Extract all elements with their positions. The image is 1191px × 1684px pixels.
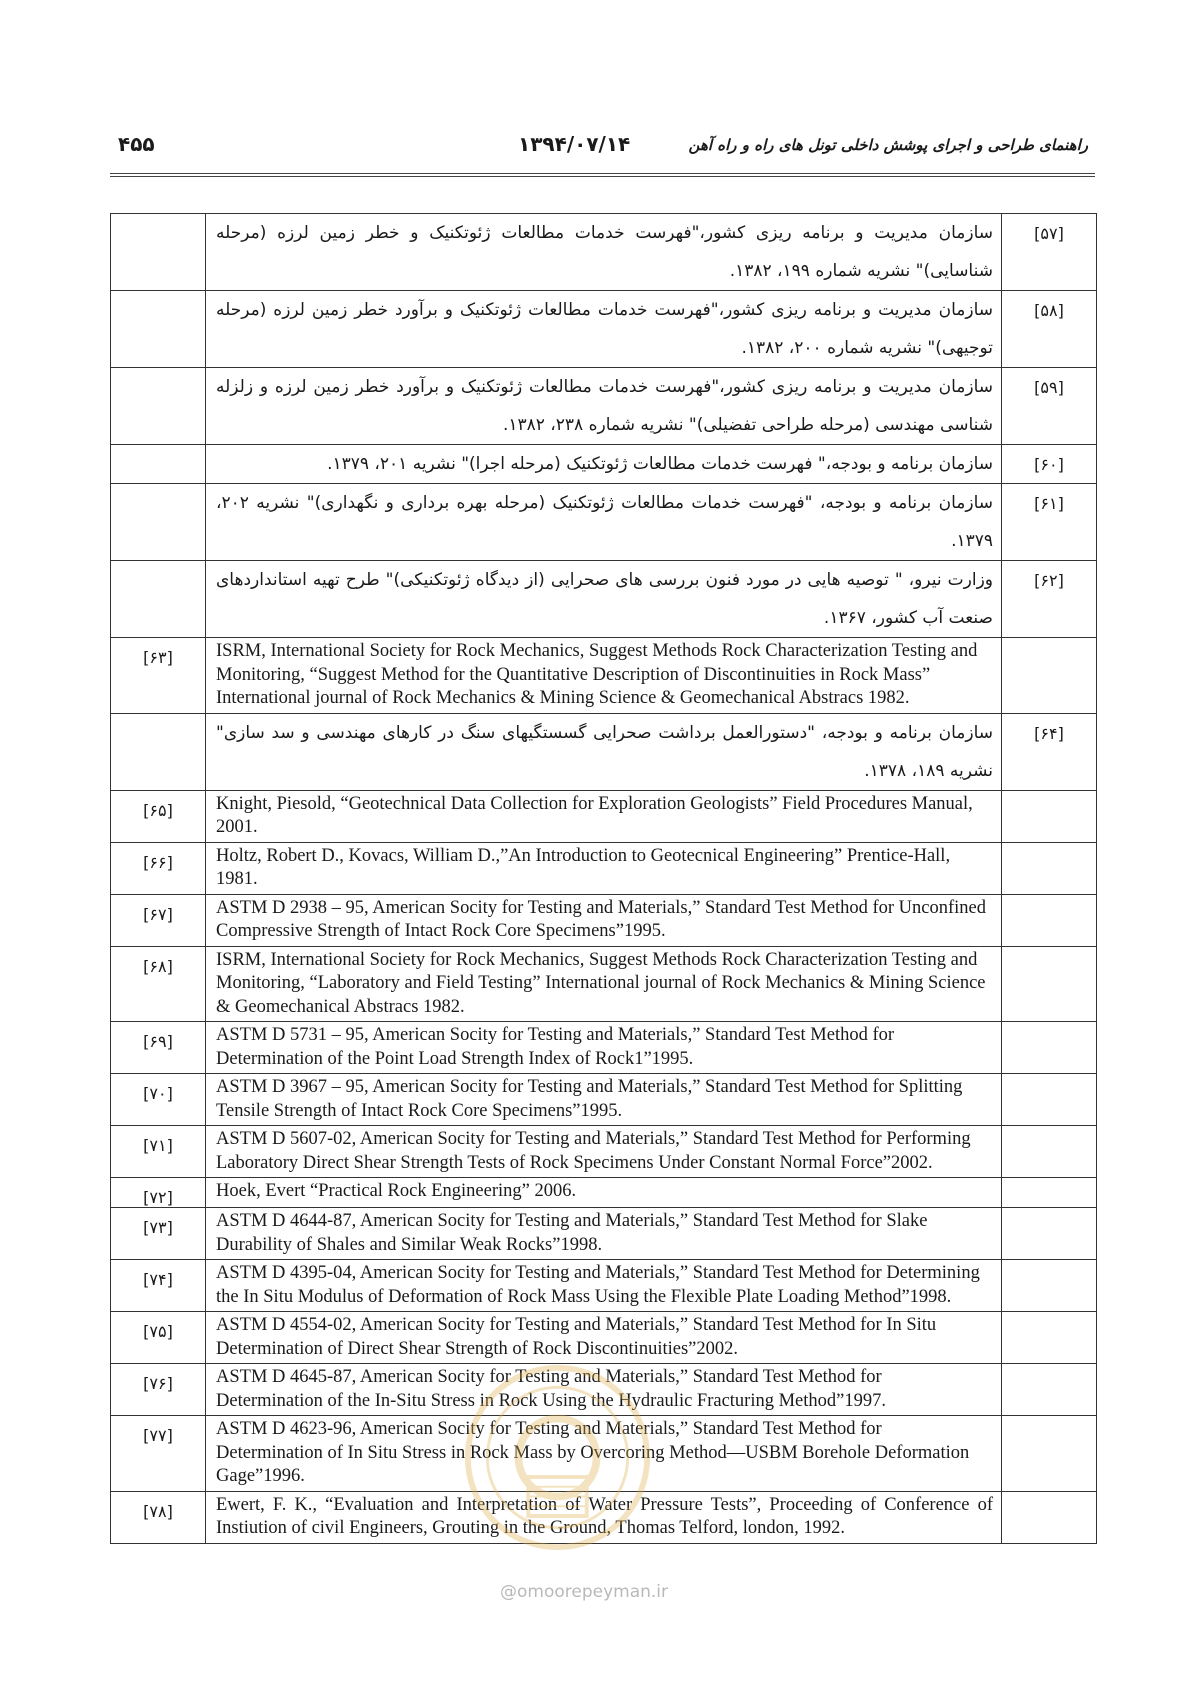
reference-text: ASTM D 4645-87, American Socity for Testing and Materials,” Standard Test Method for Determination of the In-Situ Stress in Rock Using the Hydraulic Fracturing Method”1997. [216, 1367, 886, 1411]
reference-number: [۶۵] [143, 800, 173, 820]
page-header [118, 132, 1088, 166]
reference-text: ASTM D 4623-96, American Socity for Testing and Materials,” Standard Test Method for Determination of In Situ Stress in Rock Mass by Overcoring Method—USBM Borehole Deformation Gage”1996. [216, 1419, 970, 1486]
reference-number-right-cell [1002, 291, 1097, 368]
reference-number: [۶۷] [143, 904, 173, 924]
reference-number-right-cell [1002, 484, 1097, 561]
reference-number-left-cell [111, 1491, 206, 1543]
reference-number: [۶۳] [143, 648, 173, 667]
reference-text: سازمان برنامه و بودجه، "فهرست خدمات مطالعات ژئوتکنیک (مرحله بهره برداری و نگهداری)" نشریه ۲۰۲، ۱۳۷۹. [216, 493, 993, 551]
reference-row [111, 638, 1097, 714]
reference-text-cell [206, 790, 1002, 842]
header-date: ۱۳۹۴/۰۷/۱۴ [518, 132, 631, 156]
watermark-text: @omoorepeyman.ir [500, 1582, 669, 1602]
reference-number-right-cell [1002, 561, 1097, 638]
reference-number: [۶۹] [143, 1032, 173, 1051]
reference-row [111, 790, 1097, 842]
reference-row [111, 445, 1097, 484]
reference-text-cell [206, 291, 1002, 368]
reference-number: [۷۷] [143, 1426, 173, 1445]
reference-number: [۷۵] [143, 1322, 173, 1341]
reference-number: [۶۱] [1034, 494, 1064, 513]
header-divider [110, 173, 1095, 177]
reference-text-cell [206, 1208, 1002, 1260]
reference-number-right-cell [1002, 638, 1097, 714]
reference-number-right-cell [1002, 1312, 1097, 1364]
reference-number-right-cell [1002, 946, 1097, 1022]
reference-number-right-cell [1002, 1208, 1097, 1260]
reference-text: سازمان مدیریت و برنامه ریزی کشور،"فهرست خدمات مطالعات ژئوتکنیک و برآورد خطر زمین لرزه (مرحله توجیهی)" نشریه شماره ۲۰۰، ۱۳۸۲. [216, 300, 993, 358]
reference-number-left-cell [111, 214, 206, 291]
reference-number: [۷۶] [143, 1374, 173, 1393]
reference-number: [۵۸] [1034, 301, 1064, 320]
reference-text-cell [206, 1312, 1002, 1364]
reference-number-right-cell [1002, 713, 1097, 790]
reference-number: [۷۳] [143, 1218, 173, 1237]
reference-number-right-cell [1002, 1416, 1097, 1492]
reference-number-left-cell [111, 1126, 206, 1178]
reference-number-left-cell [111, 1260, 206, 1312]
reference-number-left-cell [111, 1178, 206, 1208]
header-title: راهنمای طراحی و اجرای پوشش داخلی تونل های راه و راه آهن [688, 136, 1088, 154]
reference-number-left-cell [111, 291, 206, 368]
reference-number-right-cell [1002, 214, 1097, 291]
reference-number-right-cell [1002, 1260, 1097, 1312]
reference-text-cell [206, 842, 1002, 894]
reference-number-right-cell [1002, 1022, 1097, 1074]
reference-number: [۶۴] [1034, 723, 1064, 743]
reference-number-left-cell [111, 842, 206, 894]
reference-row [111, 1178, 1097, 1208]
reference-number-left-cell [111, 445, 206, 484]
reference-text-cell [206, 1178, 1002, 1208]
reference-text: سازمان برنامه و بودجه،" فهرست خدمات مطالعات ژئوتکنیک (مرحله اجرا)" نشریه ۲۰۱، ۱۳۷۹. [327, 454, 993, 474]
reference-text-cell [206, 561, 1002, 638]
reference-text-cell [206, 1260, 1002, 1312]
reference-text-cell [206, 484, 1002, 561]
reference-number-right-cell [1002, 1491, 1097, 1543]
reference-row [111, 713, 1097, 790]
reference-text: ASTM D 4644-87, American Socity for Testing and Materials,” Standard Test Method for Slake Durability of Shales and Similar Weak Rocks”1998. [216, 1211, 928, 1255]
reference-text-cell [206, 1074, 1002, 1126]
reference-number-left-cell [111, 368, 206, 445]
references-body [111, 214, 1097, 1544]
reference-number-left-cell [111, 484, 206, 561]
reference-number-left-cell [111, 1312, 206, 1364]
reference-text-cell [206, 445, 1002, 484]
reference-number: [۷۴] [143, 1270, 173, 1289]
reference-text: Ewert, F. K., “Evaluation and Interpretation of Water Pressure Tests”, Proceeding of Conference of Instiution of civil Engineers, Grouting in the Ground, Thomas Telford, london, 1992. [216, 1494, 993, 1538]
reference-number-right-cell [1002, 1126, 1097, 1178]
reference-text: وزارت نیرو، " توصیه هایی در مورد فنون بررسی های صحرایی (از دیدگاه ژئوتکنیکی)" طرح تهیه استانداردهای صنعت آب کشور، ۱۳۶۷. [216, 570, 993, 628]
reference-text: ISRM, International Society for Rock Mechanics, Suggest Methods Rock Characterization Testing and Monitoring, “Laboratory and Field Testing” International journal of Rock Mechanics & Mining Science & Geomechanical Abstracs 1982. [216, 949, 986, 1017]
reference-text: Holtz, Robert D., Kovacs, William D.,”An Introduction to Geotecnical Engineering” Prentice-Hall, 1981. [216, 845, 951, 889]
reference-text: Hoek, Evert “Practical Rock Engineering” 2006. [216, 1181, 577, 1201]
reference-number: [۶۶] [143, 852, 173, 872]
reference-number-right-cell [1002, 894, 1097, 946]
reference-text-cell [206, 638, 1002, 714]
reference-number-right-cell [1002, 368, 1097, 445]
reference-number-right-cell [1002, 1074, 1097, 1126]
reference-text: ASTM D 5731 – 95, American Socity for Testing and Materials,” Standard Test Method for Determination of the Point Load Strength Index of Rock1”1995. [216, 1025, 895, 1069]
reference-text-cell [206, 1022, 1002, 1074]
reference-number: [۵۷] [1034, 224, 1064, 243]
reference-row [111, 291, 1097, 368]
reference-row [111, 842, 1097, 894]
reference-text: سازمان مدیریت و برنامه ریزی کشور،"فهرست خدمات مطالعات ژئوتکنیک و برآورد خطر زمین لرزه و زلزله شناسی مهندسی (مرحله طراحی تفضیلی)" نشریه شماره ۲۳۸، ۱۳۸۲. [216, 377, 993, 435]
reference-row [111, 1126, 1097, 1178]
reference-row [111, 484, 1097, 561]
reference-number-left-cell [111, 561, 206, 638]
reference-number-left-cell [111, 1074, 206, 1126]
reference-number-left-cell [111, 1416, 206, 1492]
reference-text: ISRM, International Society for Rock Mechanics, Suggest Methods Rock Characterization Testing and Monitoring, “Suggest Method for the Quantitative Description of Discontinuities in Rock Mass” International journal of Rock Mechanics & Mining Science & Geomechanical Abstracs 1982. [216, 641, 978, 708]
reference-number-left-cell [111, 894, 206, 946]
reference-text: Knight, Piesold, “Geotechnical Data Collection for Exploration Geologists” Field Procedures Manual, 2001. [216, 793, 973, 837]
reference-number: [۷۱] [143, 1136, 173, 1155]
reference-number-left-cell [111, 946, 206, 1022]
reference-number-right-cell [1002, 1178, 1097, 1208]
reference-number-left-cell [111, 790, 206, 842]
reference-number-right-cell [1002, 790, 1097, 842]
reference-number-left-cell [111, 1364, 206, 1416]
reference-row [111, 946, 1097, 1022]
reference-number-left-cell [111, 1208, 206, 1260]
reference-number: [۵۹] [1034, 378, 1064, 397]
page-number: ۴۵۵ [118, 132, 155, 156]
reference-number-right-cell [1002, 842, 1097, 894]
reference-text: ASTM D 2938 – 95, American Socity for Testing and Materials,” Standard Test Method for Unconfined Compressive Strength of Intact Rock Core Specimens”1995. [216, 897, 986, 941]
reference-row [111, 1208, 1097, 1260]
reference-text-cell [206, 713, 1002, 790]
reference-text-cell [206, 1126, 1002, 1178]
reference-row [111, 1312, 1097, 1364]
reference-row [111, 368, 1097, 445]
reference-row [111, 894, 1097, 946]
reference-text: ASTM D 4395-04, American Socity for Testing and Materials,” Standard Test Method for Determining the In Situ Modulus of Deformation of Rock Mass Using the Flexible Plate Loading Method”1998. [216, 1263, 980, 1307]
reference-number-left-cell [111, 1022, 206, 1074]
reference-row [111, 214, 1097, 291]
reference-text: سازمان مدیریت و برنامه ریزی کشور،"فهرست خدمات مطالعات ژئوتکنیک و خطر زمین لرزه (مرحله شناسایی)" نشریه شماره ۱۹۹، ۱۳۸۲. [216, 223, 993, 281]
reference-number-left-cell [111, 713, 206, 790]
references-table [110, 213, 1097, 1544]
reference-number-left-cell [111, 638, 206, 714]
reference-text: ASTM D 5607-02, American Socity for Testing and Materials,” Standard Test Method for Performing Laboratory Direct Shear Strength Tests of Rock Specimens Under Constant Normal Force”2002. [216, 1129, 971, 1173]
reference-number: [۶۲] [1034, 571, 1064, 590]
reference-text-cell [206, 946, 1002, 1022]
reference-number: [۷۲] [143, 1188, 173, 1207]
reference-number-right-cell [1002, 445, 1097, 484]
reference-row [111, 1022, 1097, 1074]
reference-text-cell [206, 894, 1002, 946]
reference-number: [۶۸] [143, 956, 173, 976]
emblem-seal-icon [460, 1360, 655, 1555]
reference-text-cell [206, 214, 1002, 291]
reference-number: [۶۰] [1034, 455, 1064, 474]
reference-text-cell [206, 368, 1002, 445]
reference-row [111, 1074, 1097, 1126]
reference-text: سازمان برنامه و بودجه، "دستورالعمل برداشت صحرایی گسستگیهای سنگ در کارهای مهندسی و سد سازی" نشریه ۱۸۹، ۱۳۷۸. [216, 722, 993, 781]
reference-text: ASTM D 3967 – 95, American Socity for Testing and Materials,” Standard Test Method for Splitting Tensile Strength of Intact Rock Core Specimens”1995. [216, 1077, 963, 1121]
reference-row [111, 1260, 1097, 1312]
reference-number: [۷۸] [143, 1501, 173, 1521]
reference-number-right-cell [1002, 1364, 1097, 1416]
reference-number: [۷۰] [143, 1084, 173, 1103]
reference-row [111, 561, 1097, 638]
reference-text: ASTM D 4554-02, American Socity for Testing and Materials,” Standard Test Method for In Situ Determination of Direct Shear Strength of Rock Discontinuities”2002. [216, 1315, 937, 1359]
